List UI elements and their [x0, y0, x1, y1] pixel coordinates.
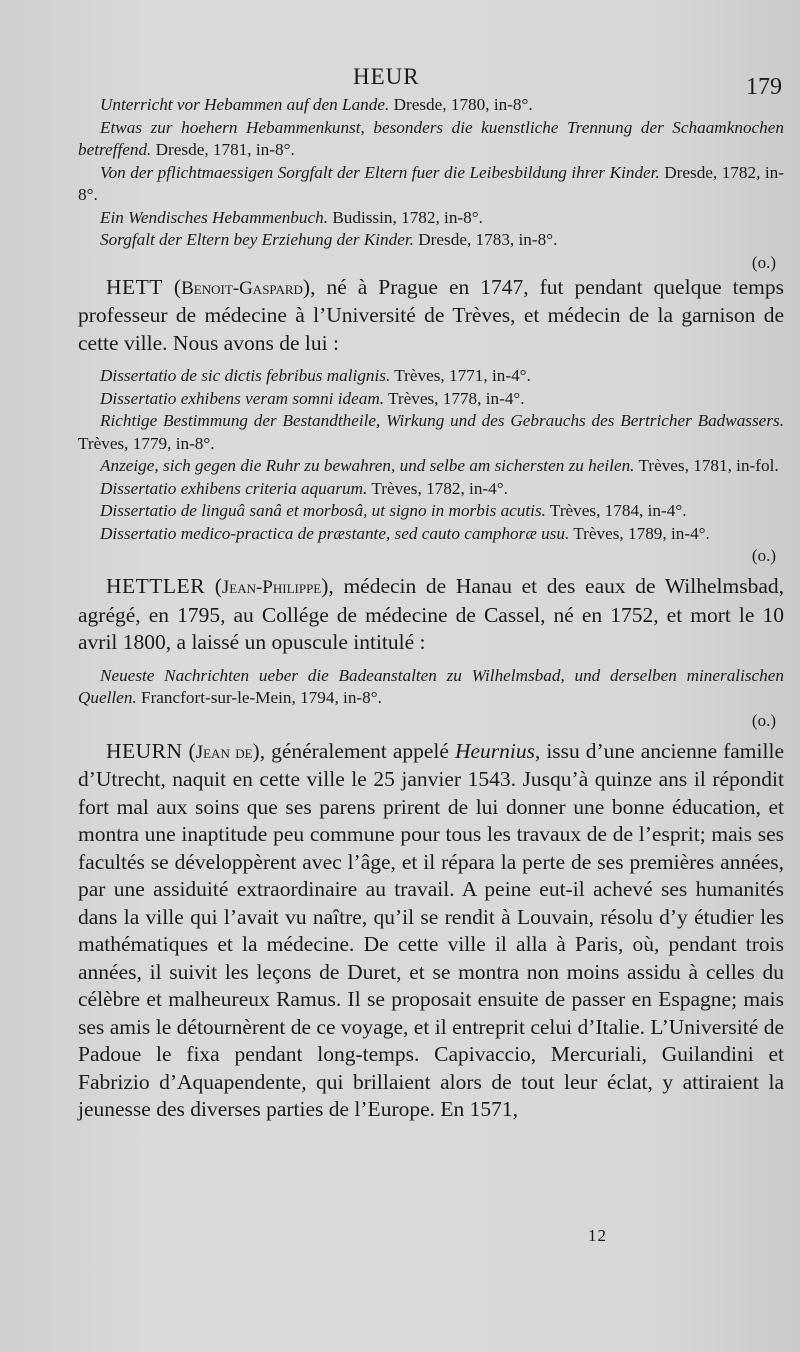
reference-imprint: Trèves, 1779, in-8°. — [78, 433, 215, 453]
reference-item — [78, 455, 784, 478]
source-marker: (o.) — [751, 710, 776, 730]
reference-item — [78, 94, 784, 117]
reference-title: Anzeige, sich gegen die Ruhr zu bewahren, und selbe am sichersten zu heilen. — [100, 456, 635, 475]
source-marker: (o.) — [751, 546, 776, 565]
reference-item — [78, 500, 784, 523]
reference-title: Sorgfalt der Eltern bey Erziehung der Kinder. — [100, 230, 414, 249]
reference-item — [78, 665, 784, 710]
entry-text: né à Prague en 1747, fut pendant quelque temps professeur de médecine à l’Université de Trèves, et médecin de la garnison de cette ville. Nous avons de lui : — [78, 274, 784, 355]
reference-imprint: Dresde, 1780, in-8°. — [389, 95, 533, 114]
source-marker: (o.) — [751, 252, 776, 272]
reference-item — [78, 410, 784, 455]
reference-item — [78, 117, 784, 162]
reference-title: Dissertatio de sic dictis febribus malignis. — [100, 366, 391, 385]
reference-title: Dissertatio exhibens veram somni ideam. — [100, 388, 385, 408]
reference-imprint: Trèves, 1778, in-4°. — [384, 388, 525, 408]
entry-name: HETTLER — [106, 574, 206, 598]
reference-imprint: Trèves, 1789, in-4°. — [569, 523, 710, 543]
signature-mark: 12 — [588, 1226, 607, 1245]
reference-imprint: Dresde, 1781, in-8°. — [151, 140, 295, 159]
entry-hettler: HETTLER (Jean-Philippe), médecin de Hanau et des eaux de Wilhelmsbad, agrégé, en 1795, au Collége de médecine de Cassel, né en 1752, et mort le 10 avril 1800, a laissé un opuscule intitulé : — [78, 574, 784, 654]
reference-imprint: Trèves, 1784, in-4°. — [545, 501, 687, 520]
entry-alias: Heurnius — [454, 738, 535, 763]
hettler-references — [78, 665, 784, 732]
reference-imprint: Dresde, 1783, in-8°. — [413, 230, 558, 249]
entry-hett: HETT (Benoit-Gaspard), né à Prague en 1747, fut pendant quelque temps professeur de médecine à l’Université de Trèves, et médecin de la garnison de cette ville. Nous avons de lui : — [78, 274, 784, 355]
reference-imprint: Trèves, 1781, in-fol. — [634, 456, 779, 475]
reference-item — [78, 229, 784, 252]
reference-item — [78, 523, 784, 546]
reference-imprint: Francfort-sur-le-Mein, 1794, in-8°. — [136, 688, 382, 707]
reference-item — [78, 162, 784, 207]
reference-item — [78, 365, 784, 388]
entry-given-name: Jean de — [195, 741, 253, 763]
entry-given-name: Jean-Philippe — [221, 577, 322, 598]
entry-text: médecin de Hanau et des eaux de Wilhelmsbad, agrégé, en 1795, au Collége de médecine de Cassel, né en 1752, et mort le 10 avril 1800, a laissé un opuscule intitulé : — [78, 574, 784, 654]
entry-given-name: Benoit-Gaspard — [181, 277, 303, 299]
reference-imprint: Trèves, 1782, in-4°. — [367, 478, 508, 498]
reference-imprint: Budissin, 1782, in-8°. — [328, 207, 483, 227]
reference-item — [78, 478, 784, 501]
reference-item — [78, 388, 784, 411]
page-header — [0, 64, 800, 100]
reference-title: Ein Wendisches Hebammenbuch. — [100, 207, 329, 227]
reference-imprint: Dresde, 1782, in-8°. — [78, 162, 784, 204]
reference-title: Unterricht vor Hebammen auf den Lande. — [100, 95, 390, 114]
running-head: HEUR — [353, 64, 420, 89]
page-body — [78, 94, 784, 1124]
entry-text: , issu d’une ancienne famille d’Utrecht, naquit en cette ville le 25 janvier 1543. Jusqu’à quinze ans il répondit fort mal aux soins que ses parens prirent de lui donner une bonne éducation, et montra une inaptitude peu commune pour tous les travaux de de l’esprit; mais ses facultés se développèrent avec l’âge, et il répara la perte de ses premières années, par une assiduité extraordinaire au travail. A peine eut-il achevé ses humanités dans la ville qui l’avait vu naître, qu’il se rendit à Louvain, résolu d’y étudier les mathématiques et la médecine. De cette ville il alla à Paris, où, pendant trois années, il suivit les leçons de Duret, et se montra non moins assidu à celles du célèbre et malheureux Ramus. Il se proposait ensuite de passer en Espagne; mais ses amis le détournèrent de ce voyage, et il entreprit celui d’Italie. L’Université de Padoue le fixa pendant long-temps. Capivaccio, Mercuriali, Guilandini et Fabrizio d’Aquapendente, qui brillaient alors de tout leur éclat, y attiraient la jeunesse des diverses parties de l’Europe. En 1571, — [78, 738, 784, 1121]
entry-pre: généralement appelé — [271, 738, 455, 763]
hett-references — [78, 365, 784, 567]
reference-title: Neueste Nachrichten ueber die Badeanstalten zu Wilhelmsbad, und derselben mineralischen Quellen. — [78, 665, 784, 707]
reference-title: Etwas zur hoehern Hebammenkunst, besonders die kuenstliche Trennung der Schaamknochen betreffend. — [78, 117, 784, 159]
page-number: 179 — [746, 74, 782, 100]
reference-title: Dissertatio exhibens criteria aquarum. — [100, 478, 368, 498]
entry-name: HEURN — [106, 738, 183, 763]
reference-title: Dissertatio de linguâ sanâ et morbosâ, ut signo in morbis acutis. — [100, 501, 546, 520]
entry-heurn: HEURN (Jean de), généralement appelé Heurnius, issu d’une ancienne famille d’Utrecht, naquit en cette ville le 25 janvier 1543. Jusqu’à quinze ans il répondit fort mal aux soins que ses parens prirent de lui donner une bonne éducation, et montra une inaptitude peu commune pour tous les travaux de de l’esprit; mais ses facultés se développèrent avec l’âge, et il répara la perte de ses premières années, par une assiduité extraordinaire au travail. A peine eut-il achevé ses humanités dans la ville qui l’avait vu naître, qu’il se rendit à Louvain, résolu d’y étudier les mathématiques et la médecine. De cette ville il alla à Paris, où, pendant trois années, il suivit les leçons de Duret, et se montra non moins assidu à celles du célèbre et malheureux Ramus. Il se proposait ensuite de passer en Espagne; mais ses amis le détournèrent de ce voyage, et il entreprit celui d’Italie. L’Université de Padoue le fixa pendant long-temps. Capivaccio, Mercuriali, Guilandini et Fabrizio d’Aquapendente, qui brillaient alors de tout leur éclat, y attiraient la jeunesse des diverses parties de l’Europe. En 1571, — [78, 738, 784, 1121]
reference-imprint: Trèves, 1771, in-4°. — [390, 366, 531, 385]
reference-title: Von der pflichtmaessigen Sorgfalt der Eltern fuer die Leibesbildung ihrer Kinder. — [100, 162, 660, 182]
top-references — [78, 94, 784, 274]
reference-title: Dissertatio medico-practica de præstante, sed cauto camphoræ usu. — [100, 523, 570, 543]
reference-title: Richtige Bestimmung der Bestandtheile, Wirkung und des Gebrauchs des Bertricher Badwassers. — [100, 411, 784, 430]
entry-name: HETT — [106, 274, 163, 299]
reference-item — [78, 207, 784, 230]
